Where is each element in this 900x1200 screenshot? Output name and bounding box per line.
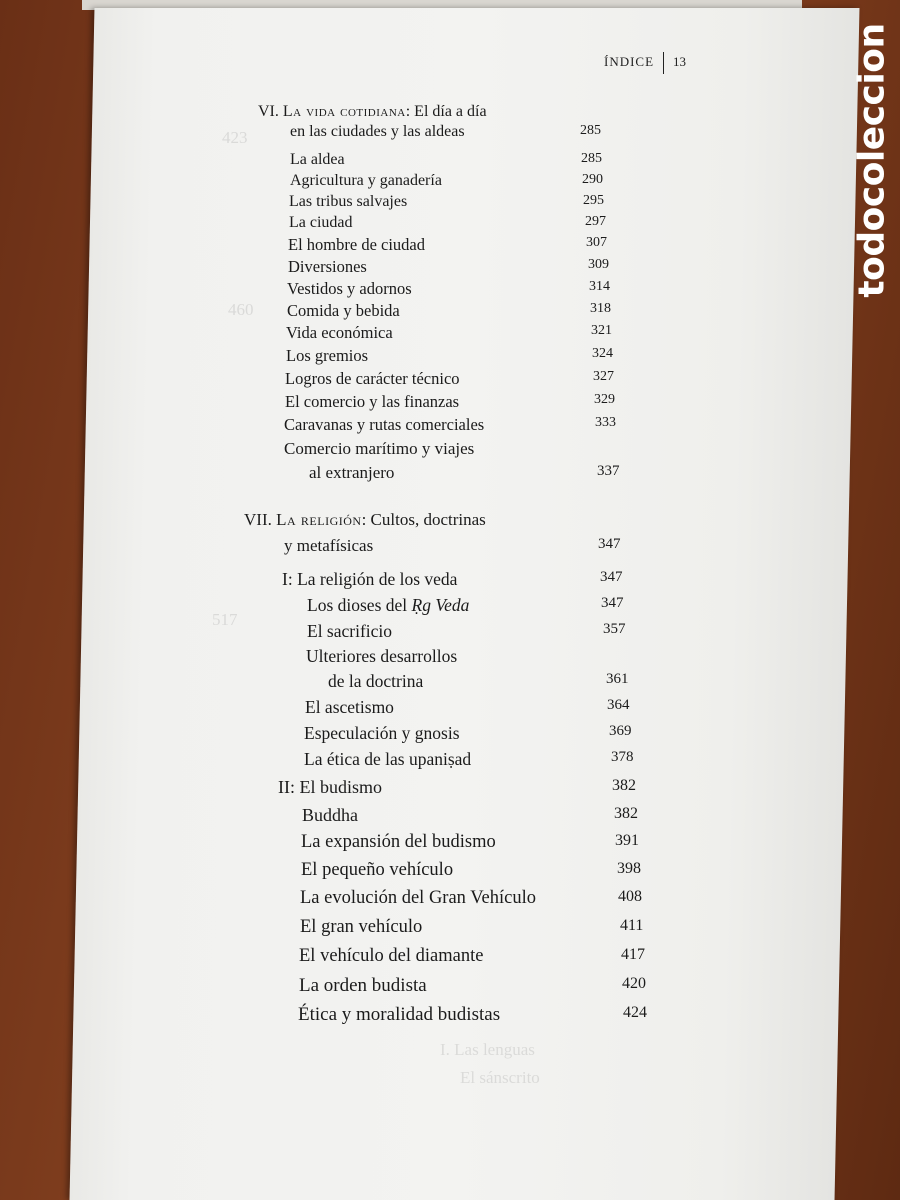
part-i-page: 347 [600,569,623,585]
chapter-vii-title-smallcaps: La religión [276,510,362,529]
toc-entry: El gran vehículo [300,917,423,937]
toc-page: 290 [582,172,603,187]
toc-page: 364 [607,697,630,713]
toc-page: 361 [606,671,629,687]
toc-entry: El sacrificio [307,621,393,641]
toc-page: 382 [614,805,638,822]
toc-entry: Comida y bebida [287,301,400,320]
header-page-number: 13 [673,53,687,69]
toc-entry: Ética y moralidad budistas [298,1004,501,1025]
toc-page: 321 [591,323,612,338]
toc-entry: Las tribus salvajes [289,193,408,210]
toc-entry: La orden budista [299,975,427,996]
toc-entry: El ascetismo [305,697,394,717]
toc-entry-italic: Ṛg Veda [411,595,470,615]
show-through-text: 460 [228,300,254,319]
chapter-vii-heading [244,510,486,530]
show-through-text: I. Las lenguas [440,1040,535,1059]
toc-entry: Agricultura y ganadería [290,172,442,189]
chapter-vi-heading [258,103,487,121]
toc-entry: Buddha [302,805,358,825]
toc-page: 314 [589,279,610,294]
toc-page: 398 [617,860,641,877]
toc-page: 309 [588,257,609,272]
toc-page: 378 [611,749,634,765]
toc-entry: El comercio y las finanzas [285,392,460,411]
toc-entry: Logros de carácter técnico [285,369,460,388]
toc-page: 408 [618,888,642,905]
part-ii-heading: II: El budismo [278,777,382,797]
chapter-vii-title-rest: : Cultos, doctrinas [361,510,486,529]
toc-page: 420 [622,975,646,992]
running-header [604,52,686,74]
toc-entry: Ulteriores desarrollos [306,646,458,666]
chapter-vi-roman: VI. [258,103,279,120]
toc-page: 411 [620,917,644,934]
toc-page: 295 [583,193,604,208]
toc-page: 297 [585,214,606,229]
toc-page: 357 [603,621,626,637]
toc-entry: Vida económica [286,323,393,342]
toc-entry: La expansión del budismo [301,832,496,852]
toc-page: 329 [594,392,615,407]
toc-page: 391 [615,832,639,849]
toc-page: 333 [595,415,616,430]
toc-entry: La ciudad [289,214,353,231]
toc-entry-text: Los dioses del [307,595,412,615]
toc-page: 324 [592,346,613,361]
toc-page: 318 [590,301,611,316]
chapter-vi-page: 285 [580,123,601,138]
toc-entry: Vestidos y adornos [287,279,412,298]
chapter-vii-heading-line2: y metafísicas [284,536,374,555]
toc-entry: La aldea [290,151,345,168]
toc-page: 307 [586,235,607,250]
toc-entry: al extranjero [309,463,395,482]
chapter-vi-title-rest: : El día a día [405,103,487,120]
show-through-text: 423 [222,128,248,147]
header-section-title: ÍNDICE [604,53,655,69]
toc-entry: La evolución del Gran Vehículo [300,888,536,908]
toc-entry: de la doctrina [328,671,424,691]
toc-entry: El hombre de ciudad [288,235,425,254]
header-divider [663,52,664,74]
watermark-text: todocoleccion [851,22,893,298]
toc-page: 424 [623,1004,647,1021]
toc-entry: Especulación y gnosis [304,723,460,743]
show-through-text: El sánscrito [460,1068,540,1087]
toc-page: 327 [593,369,614,384]
chapter-vi-heading-line2: en las ciudades y las aldeas [290,123,465,140]
show-through-text: 517 [212,610,238,629]
toc-entry: El vehículo del diamante [299,946,484,966]
chapter-vi-title-smallcaps: La vida cotidiana [282,103,406,120]
toc-page: 285 [581,151,602,166]
toc-entry: El pequeño vehículo [301,860,454,880]
toc-entry: Caravanas y rutas comerciales [284,415,485,434]
part-ii-page: 382 [612,777,636,794]
watermark-logo [852,10,892,310]
toc-entry: Diversiones [288,257,367,276]
toc-page: 417 [621,946,645,963]
toc-entry: La ética de las upaniṣad [304,749,472,769]
toc-page: 369 [609,723,632,739]
toc-page: 347 [601,595,624,611]
toc-entry [307,595,469,616]
chapter-vii-roman: VII. [244,510,272,529]
toc-page: 337 [597,463,620,479]
toc-entry: Comercio marítimo y viajes [284,439,475,458]
toc-entry: Los gremios [286,346,369,365]
chapter-vii-page: 347 [598,536,621,552]
part-i-heading: I: La religión de los veda [282,569,458,589]
